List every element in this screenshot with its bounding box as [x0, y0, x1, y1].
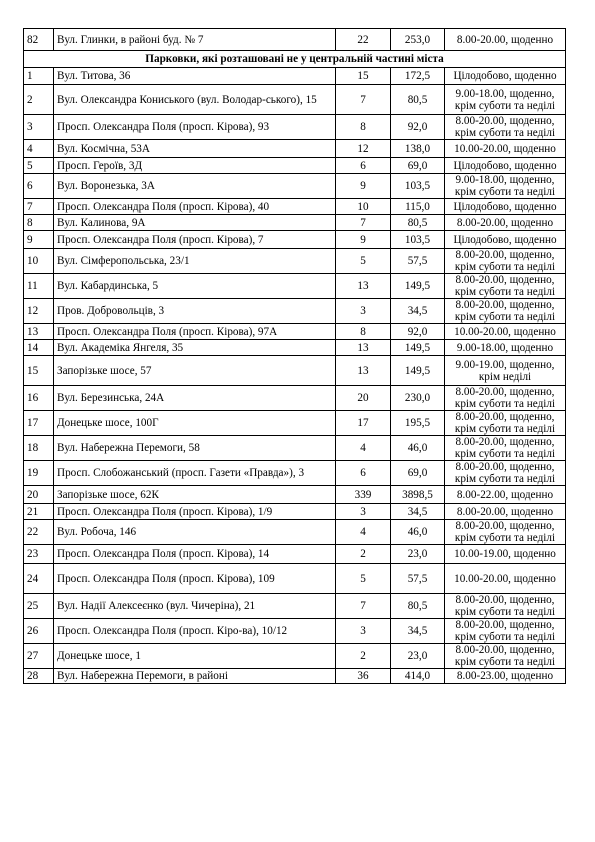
spaces-count-cell: 3	[336, 619, 391, 644]
working-hours-cell: 8.00-20.00, щоденно, крім суботи та неділі	[445, 411, 566, 436]
working-hours-cell: 8.00-20.00, щоденно, крім суботи та неділі	[445, 436, 566, 461]
spaces-count-cell: 17	[336, 411, 391, 436]
row-number-cell: 1	[24, 68, 54, 85]
spaces-count-cell: 7	[336, 215, 391, 231]
amount-cell: 3898,5	[391, 486, 445, 504]
table-row	[24, 140, 566, 158]
spaces-count-cell: 22	[336, 29, 391, 51]
amount-cell: 92,0	[391, 115, 445, 140]
address-cell: Запорізьке шосе, 62К	[54, 486, 336, 504]
row-number-cell: 28	[24, 669, 54, 684]
amount-cell: 46,0	[391, 436, 445, 461]
address-cell: Вул. Академіка Янгеля, 35	[54, 340, 336, 356]
amount-cell: 34,5	[391, 504, 445, 520]
table-row	[24, 174, 566, 199]
table-row	[24, 564, 566, 594]
spaces-count-cell: 20	[336, 386, 391, 411]
row-number-cell: 22	[24, 520, 54, 545]
address-cell: Просп. Слобожанський (просп. Газети «Правда»), 3	[54, 461, 336, 486]
address-cell: Вул. Глинки, в районі буд. № 7	[54, 29, 336, 51]
address-cell: Просп. Олександра Поля (просп. Кірова), 109	[54, 564, 336, 594]
table-row	[24, 274, 566, 299]
table-row	[24, 231, 566, 249]
spaces-count-cell: 5	[336, 249, 391, 274]
address-cell: Вул. Космічна, 53А	[54, 140, 336, 158]
table-row	[24, 520, 566, 545]
parking-table	[23, 28, 566, 684]
amount-cell: 414,0	[391, 669, 445, 684]
working-hours-cell: 8.00-22.00, щоденно	[445, 486, 566, 504]
table-row	[24, 545, 566, 564]
amount-cell: 69,0	[391, 461, 445, 486]
address-cell: Просп. Олександра Поля (просп. Кірова), 7	[54, 231, 336, 249]
row-number-cell: 25	[24, 594, 54, 619]
row-number-cell: 16	[24, 386, 54, 411]
amount-cell: 103,5	[391, 231, 445, 249]
amount-cell: 46,0	[391, 520, 445, 545]
spaces-count-cell: 13	[336, 340, 391, 356]
row-number-cell: 24	[24, 564, 54, 594]
spaces-count-cell: 13	[336, 274, 391, 299]
amount-cell: 149,5	[391, 274, 445, 299]
table-row	[24, 299, 566, 324]
address-cell: Вул. Надії Алексеєнко (вул. Чичеріна), 21	[54, 594, 336, 619]
working-hours-cell: 9.00-18.00, щоденно, крім суботи та неділі	[445, 174, 566, 199]
amount-cell: 92,0	[391, 324, 445, 340]
amount-cell: 138,0	[391, 140, 445, 158]
address-cell: Вул. Набережна Перемоги, 58	[54, 436, 336, 461]
table-row	[24, 486, 566, 504]
spaces-count-cell: 8	[336, 115, 391, 140]
row-number-cell: 12	[24, 299, 54, 324]
working-hours-cell: 10.00-20.00, щоденно	[445, 324, 566, 340]
amount-cell: 34,5	[391, 619, 445, 644]
spaces-count-cell: 2	[336, 644, 391, 669]
address-cell: Вул. Сімферопольська, 23/1	[54, 249, 336, 274]
row-number-cell: 26	[24, 619, 54, 644]
spaces-count-cell: 13	[336, 356, 391, 386]
row-number-cell: 5	[24, 158, 54, 174]
row-number-cell: 3	[24, 115, 54, 140]
working-hours-cell: 10.00-20.00, щоденно	[445, 140, 566, 158]
table-row	[24, 594, 566, 619]
amount-cell: 149,5	[391, 340, 445, 356]
amount-cell: 80,5	[391, 215, 445, 231]
address-cell: Просп. Олександра Поля (просп. Кіро-ва), 10/12	[54, 619, 336, 644]
address-cell: Просп. Олександра Поля (просп. Кірова), 93	[54, 115, 336, 140]
working-hours-cell: 8.00-20.00, щоденно	[445, 215, 566, 231]
row-number-cell: 4	[24, 140, 54, 158]
row-number-cell: 17	[24, 411, 54, 436]
working-hours-cell: 9.00-19.00, щоденно, крім неділі	[445, 356, 566, 386]
working-hours-cell: 8.00-20.00, щоденно, крім суботи та неділі	[445, 299, 566, 324]
working-hours-cell: 9.00-18.00, щоденно, крім суботи та неділі	[445, 85, 566, 115]
row-number-cell: 6	[24, 174, 54, 199]
spaces-count-cell: 15	[336, 68, 391, 85]
amount-cell: 115,0	[391, 199, 445, 215]
spaces-count-cell: 7	[336, 594, 391, 619]
spaces-count-cell: 36	[336, 669, 391, 684]
address-cell: Донецьке шосе, 1	[54, 644, 336, 669]
working-hours-cell: 8.00-20.00, щоденно	[445, 29, 566, 51]
working-hours-cell: 10.00-20.00, щоденно	[445, 564, 566, 594]
working-hours-cell: 8.00-20.00, щоденно, крім суботи та неділі	[445, 115, 566, 140]
working-hours-cell: 8.00-20.00, щоденно, крім суботи та неділі	[445, 619, 566, 644]
spaces-count-cell: 8	[336, 324, 391, 340]
spaces-count-cell: 12	[336, 140, 391, 158]
spaces-count-cell: 6	[336, 461, 391, 486]
working-hours-cell: 8.00-20.00, щоденно, крім суботи та неділі	[445, 520, 566, 545]
section-heading: Парковки, які розташовані не у центральній частині міста	[24, 51, 566, 68]
row-number-cell: 15	[24, 356, 54, 386]
amount-cell: 34,5	[391, 299, 445, 324]
working-hours-cell: 8.00-20.00, щоденно, крім суботи та неділі	[445, 274, 566, 299]
spaces-count-cell: 2	[336, 545, 391, 564]
amount-cell: 230,0	[391, 386, 445, 411]
spaces-count-cell: 6	[336, 158, 391, 174]
row-number-cell: 9	[24, 231, 54, 249]
table-row	[24, 436, 566, 461]
address-cell: Пров. Добровольців, 3	[54, 299, 336, 324]
table-row	[24, 158, 566, 174]
row-number-cell: 7	[24, 199, 54, 215]
section-heading-row	[24, 51, 566, 68]
row-number-cell: 10	[24, 249, 54, 274]
address-cell: Запорізьке шосе, 57	[54, 356, 336, 386]
amount-cell: 195,5	[391, 411, 445, 436]
working-hours-cell: Цілодобово, щоденно	[445, 158, 566, 174]
working-hours-cell: 8.00-20.00, щоденно, крім суботи та неділі	[445, 386, 566, 411]
address-cell: Донецьке шосе, 100Г	[54, 411, 336, 436]
table-row	[24, 504, 566, 520]
row-number-cell: 2	[24, 85, 54, 115]
table-row	[24, 619, 566, 644]
address-cell: Вул. Березинська, 24А	[54, 386, 336, 411]
spaces-count-cell: 5	[336, 564, 391, 594]
amount-cell: 69,0	[391, 158, 445, 174]
row-number-cell: 14	[24, 340, 54, 356]
amount-cell: 172,5	[391, 68, 445, 85]
amount-cell: 149,5	[391, 356, 445, 386]
working-hours-cell: 9.00-18.00, щоденно	[445, 340, 566, 356]
table-row	[24, 215, 566, 231]
row-number-cell: 20	[24, 486, 54, 504]
amount-cell: 57,5	[391, 249, 445, 274]
address-cell: Вул. Олександра Кониського (вул. Володар-ського), 15	[54, 85, 336, 115]
row-number-cell: 8	[24, 215, 54, 231]
row-number-cell: 13	[24, 324, 54, 340]
address-cell: Просп. Героїв, 3Д	[54, 158, 336, 174]
table-row	[24, 669, 566, 684]
table-row	[24, 68, 566, 85]
address-cell: Вул. Воронезька, 3А	[54, 174, 336, 199]
row-number-cell: 18	[24, 436, 54, 461]
row-number-cell: 19	[24, 461, 54, 486]
table-row	[24, 356, 566, 386]
spaces-count-cell: 9	[336, 231, 391, 249]
working-hours-cell: 8.00-20.00, щоденно, крім суботи та неділі	[445, 461, 566, 486]
working-hours-cell: Цілодобово, щоденно	[445, 199, 566, 215]
address-cell: Вул. Титова, 36	[54, 68, 336, 85]
working-hours-cell: 8.00-20.00, щоденно, крім суботи та неділі	[445, 249, 566, 274]
amount-cell: 23,0	[391, 644, 445, 669]
row-number-cell: 11	[24, 274, 54, 299]
address-cell: Вул. Кабардинська, 5	[54, 274, 336, 299]
address-cell: Просп. Олександра Поля (просп. Кірова), 14	[54, 545, 336, 564]
table-row	[24, 644, 566, 669]
spaces-count-cell: 10	[336, 199, 391, 215]
row-number-cell: 27	[24, 644, 54, 669]
table-row	[24, 386, 566, 411]
spaces-count-cell: 3	[336, 504, 391, 520]
table-row	[24, 249, 566, 274]
spaces-count-cell: 339	[336, 486, 391, 504]
address-cell: Просп. Олександра Поля (просп. Кірова), 40	[54, 199, 336, 215]
spaces-count-cell: 4	[336, 520, 391, 545]
table-row	[24, 324, 566, 340]
amount-cell: 80,5	[391, 85, 445, 115]
table-row	[24, 340, 566, 356]
spaces-count-cell: 7	[336, 85, 391, 115]
amount-cell: 80,5	[391, 594, 445, 619]
table-row	[24, 85, 566, 115]
spaces-count-cell: 3	[336, 299, 391, 324]
working-hours-cell: 8.00-20.00, щоденно, крім суботи та неділі	[445, 594, 566, 619]
table-row	[24, 115, 566, 140]
table-row	[24, 29, 566, 51]
row-number-cell: 82	[24, 29, 54, 51]
table-row	[24, 411, 566, 436]
working-hours-cell: 10.00-19.00, щоденно	[445, 545, 566, 564]
row-number-cell: 21	[24, 504, 54, 520]
table-row	[24, 199, 566, 215]
address-cell: Вул. Калинова, 9А	[54, 215, 336, 231]
spaces-count-cell: 4	[336, 436, 391, 461]
row-number-cell: 23	[24, 545, 54, 564]
parking-table-body	[24, 29, 566, 684]
amount-cell: 23,0	[391, 545, 445, 564]
table-row	[24, 461, 566, 486]
working-hours-cell: 8.00-20.00, щоденно	[445, 504, 566, 520]
amount-cell: 57,5	[391, 564, 445, 594]
address-cell: Вул. Робоча, 146	[54, 520, 336, 545]
address-cell: Вул. Набережна Перемоги, в районі	[54, 669, 336, 684]
working-hours-cell: Цілодобово, щоденно	[445, 68, 566, 85]
address-cell: Просп. Олександра Поля (просп. Кірова), 1/9	[54, 504, 336, 520]
working-hours-cell: 8.00-23.00, щоденно	[445, 669, 566, 684]
working-hours-cell: 8.00-20.00, щоденно, крім суботи та неділі	[445, 644, 566, 669]
working-hours-cell: Цілодобово, щоденно	[445, 231, 566, 249]
spaces-count-cell: 9	[336, 174, 391, 199]
amount-cell: 253,0	[391, 29, 445, 51]
amount-cell: 103,5	[391, 174, 445, 199]
address-cell: Просп. Олександра Поля (просп. Кірова), 97А	[54, 324, 336, 340]
